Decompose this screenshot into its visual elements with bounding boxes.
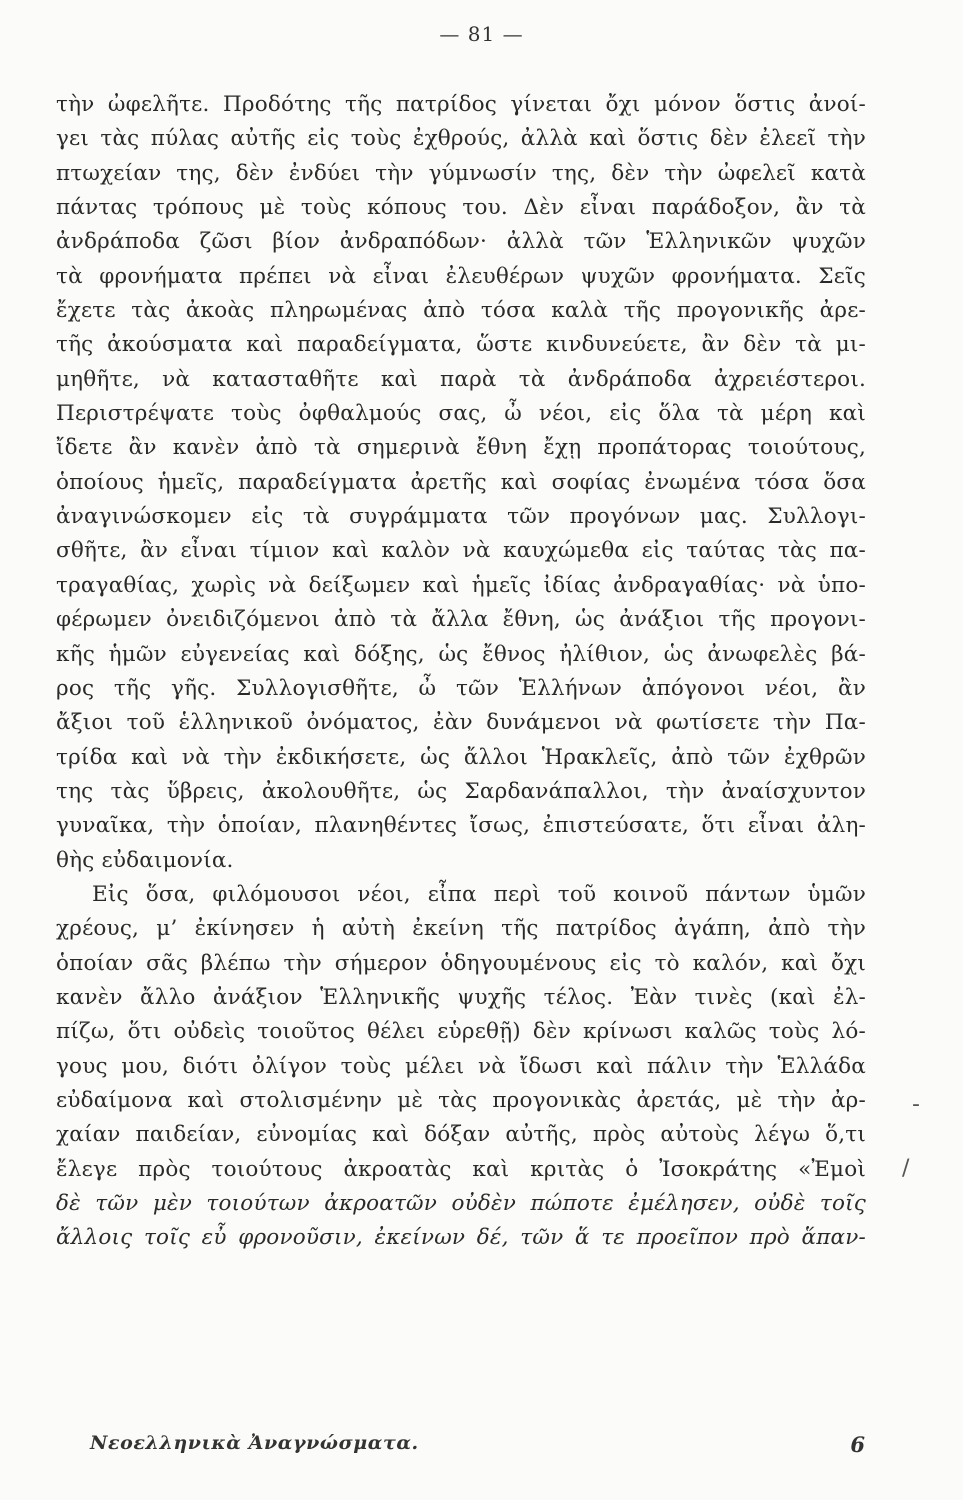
text-line: σθῆτε, ἂν εἶναι τίμιον καὶ καλὸν νὰ καυχώμεθα εἰς ταύτας τὰς πα- (56, 538, 866, 564)
margin-mark: / (902, 1156, 910, 1181)
text-line: γυναῖκα, τὴν ὁποίαν, πλανηθέντες ἴσως, ἐπιστεύσατε, ὅτι εἶναι ἀλη- (56, 813, 866, 839)
text-line: ἔχετε τὰς ἀκοὰς πληρωμένας ἀπὸ τόσα καλὰ τῆς προγονικῆς ἀρε- (56, 298, 866, 324)
text-line: Εἰς ὅσα, φιλόμουσοι νέοι, εἶπα περὶ τοῦ κοινοῦ πάντων ὑμῶν (92, 881, 866, 907)
signature-mark: Νεοελληνικὰ Ἀναγνώσματα. (90, 1432, 419, 1454)
footer (90, 1432, 865, 1462)
text-line: τρίδα καὶ νὰ τὴν ἐκδικήσετε, ὡς ἄλλοι Ἡρακλεῖς, ἀπὸ τῶν ἐχθρῶν (56, 744, 866, 770)
text-line: πτωχείαν της, δὲν ἐνδύει τὴν γύμνωσίν της, δὲν τὴν ὠφελεῖ κατὰ (56, 160, 866, 186)
text-line: εὐδαίμονα καὶ στολισμένην μὲ τὰς προγονικὰς ἀρετάς, μὲ τὴν ἀρ- (56, 1087, 866, 1113)
text-line: ρος τῆς γῆς. Συλλογισθῆτε, ὦ τῶν Ἑλλήνων ἀπόγονοι νέοι, ἂν (56, 675, 866, 701)
text-line: τὴν ὠφελῆτε. Προδότης τῆς πατρίδος γίνεται ὄχι μόνον ὅστις ἀνοί- (56, 92, 866, 117)
text-line: ἀνδράποδα ζῶσι βίον ἀνδραπόδων· ἀλλὰ τῶν Ἑλληνικῶν ψυχῶν (56, 229, 866, 255)
text-line: πίζω, ὅτι οὐδεὶς τοιοῦτος θέλει εὑρεθῇ) δὲν κρίνωσι καλῶς τοὺς λό- (56, 1019, 866, 1045)
text-line: τῆς ἀκούσματα καὶ παραδείγματα, ὥστε κινδυνεύετε, ἂν δὲν τὰ μι- (56, 332, 866, 358)
text-line: ἴδετε ἂν κανὲν ἀπὸ τὰ σημερινὰ ἔθνη ἔχῃ προπάτορας τοιούτους, (56, 435, 866, 461)
page-number: — 81 — (439, 22, 524, 46)
quote-line: ἄλλοις τοῖς εὖ φρονοῦσιν, ἐκείνων δέ, τῶν ἅ τε προεῖπον πρὸ ἅπαν- (56, 1225, 866, 1251)
body-text (56, 88, 866, 1256)
text-line: ἔλεγε πρὸς τοιούτους ἀκροατὰς καὶ κριτὰς ὁ Ἰσοκράτης «Ἐμοὶ (56, 1156, 866, 1182)
margin-mark: - (912, 1092, 920, 1117)
sheet-number: 6 (850, 1432, 865, 1457)
text-line: μηθῆτε, νὰ κατασταθῆτε καὶ παρὰ τὰ ἀνδράποδα ἀχρειέστεροι. (56, 366, 866, 392)
text-line: γους μου, διότι ὀλίγον τοὺς μέλει νὰ ἴδωσι καὶ πάλιν τὴν Ἑλλάδα (56, 1053, 866, 1079)
text-line: της τὰς ὕβρεις, ἀκολουθῆτε, ὡς Σαρδανάπαλλοι, τὴν ἀναίσχυντον (56, 778, 866, 804)
text-line: πάντας τρόπους μὲ τοὺς κόπους του. Δὲν εἶναι παράδοξον, ἂν τὰ (56, 195, 866, 221)
text-line: φέρωμεν ὀνειδιζόμενοι ἀπὸ τὰ ἄλλα ἔθνη, ὡς ἀνάξιοι τῆς προγονι- (56, 607, 866, 633)
text-line: Περιστρέψατε τοὺς ὀφθαλμούς σας, ὦ νέοι, εἰς ὅλα τὰ μέρη καὶ (56, 401, 866, 427)
text-line: τραγαθίας, χωρὶς νὰ δείξωμεν καὶ ἡμεῖς ἰδίας ἀνδραγαθίας· νὰ ὑπο- (56, 572, 866, 598)
text-line: χαίαν παιδείαν, εὐνομίας καὶ δόξαν αὐτῆς, πρὸς αὐτοὺς λέγω ὅ,τι (56, 1122, 866, 1148)
text-line: γει τὰς πύλας αὐτῆς εἰς τοὺς ἐχθρούς, ἀλλὰ καὶ ὅστις δὲν ἐλεεῖ τὴν (56, 126, 866, 152)
text-line: κανὲν ἄλλο ἀνάξιον Ἑλληνικῆς ψυχῆς τέλος. Ἐὰν τινὲς (καὶ ἐλ- (56, 984, 866, 1010)
text-line: ἀναγινώσκομεν εἰς τὰ συγράμματα τῶν προγόνων μας. Συλλογι- (56, 504, 866, 530)
text-line: κῆς ἡμῶν εὐγενείας καὶ δόξης, ὡς ἔθνος ἠλίθιον, ὡς ἀνωφελὲς βά- (56, 641, 866, 667)
text-line: τὰ φρονήματα πρέπει νὰ εἶναι ἐλευθέρων ψυχῶν φρονήματα. Σεῖς (56, 263, 866, 289)
text-line: ὁποίους ἡμεῖς, παραδείγματα ἀρετῆς καὶ σοφίας ἐνωμένα τόσα ὅσα (56, 469, 866, 495)
text-line: θὴς εὐδαιμονία. (56, 847, 234, 873)
text-line: ὁποίαν σᾶς βλέπω τὴν σήμερον ὁδηγουμένους εἰς τὸ καλόν, καὶ ὄχι (56, 950, 866, 976)
text-line: ἄξιοι τοῦ ἑλληνικοῦ ὀνόματος, ἐὰν δυνάμενοι νὰ φωτίσετε τὴν Πα- (56, 710, 866, 736)
text-line: χρέους, μ’ ἐκίνησεν ἡ αὐτὴ ἐκείνη τῆς πατρίδος ἀγάπη, ἀπὸ τὴν (56, 916, 866, 942)
quote-line: δὲ τῶν μὲν τοιούτων ἀκροατῶν οὐδὲν πώποτε ἐμέλησεν, οὐδὲ τοῖς (56, 1191, 866, 1216)
